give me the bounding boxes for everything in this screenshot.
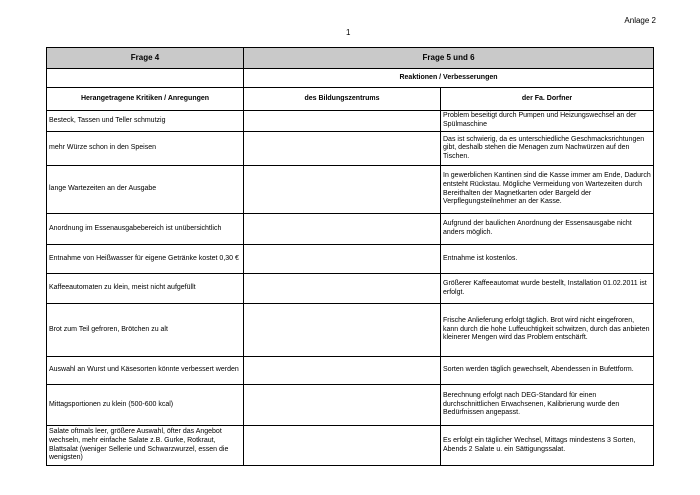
table-row: [47, 274, 654, 304]
dorfner-cell: Entnahme ist kostenlos.: [441, 245, 654, 274]
frage4-header: Frage 4: [47, 48, 244, 69]
dorfner-cell: Frische Anlieferung erfolgt täglich. Brot wird nicht eingefroren, kann durch die hohe Luffeuchtigkeit schwitzen, durch das anbieten kleinerer Mengen wird das Problem entschärft.: [441, 304, 654, 357]
criticism-cell: Kaffeeautomaten zu klein, meist nicht aufgefüllt: [47, 274, 244, 304]
dorfner-cell: In gewerblichen Kantinen sind die Kasse immer am Ende, Dadurch entsteht Rückstau. Mögliche Vermeidung von Wartezeiten durch Bereithalten der Magnetkarten oder Bargeld der Verpflegungsteilnehmer an der Kasse.: [441, 166, 654, 214]
training-center-cell: [244, 304, 441, 357]
table-row: [47, 385, 654, 426]
table-row: [47, 132, 654, 166]
training-center-cell: [244, 385, 441, 426]
feedback-table: [46, 47, 654, 466]
page-number: 1: [346, 28, 351, 37]
training-center-cell: [244, 111, 441, 132]
training-center-cell: [244, 245, 441, 274]
training-center-cell: [244, 214, 441, 245]
criticism-cell: Salate oftmals leer, größere Auswahl, öfter das Angebot wechseln, mehr einfache Salate z.B. Gurke, Rotkraut, Blattsalat (weniger Sellerie und Schwarzwurzel, essen die wenigsten): [47, 426, 244, 466]
column-header-training-center: des Bildungszentrums: [244, 88, 441, 111]
criticism-cell: Anordnung im Essenausgabebereich ist unübersichtlich: [47, 214, 244, 245]
table-row: [47, 245, 654, 274]
dorfner-cell: Problem beseitigt durch Pumpen und Heizungswechsel an der Spülmaschine: [441, 111, 654, 132]
table-row: [47, 214, 654, 245]
criticism-cell: Besteck, Tassen und Teller schmutzig: [47, 111, 244, 132]
dorfner-cell: Größerer Kaffeeautomat wurde bestellt, Installation 01.02.2011 ist erfolgt.: [441, 274, 654, 304]
criticism-cell: Auswahl an Wurst und Käsesorten könnte verbessert werden: [47, 357, 244, 385]
dorfner-cell: Sorten werden täglich gewechselt, Abendessen in Bufettform.: [441, 357, 654, 385]
criticism-cell: Mittagsportionen zu klein (500-600 kcal): [47, 385, 244, 426]
dorfner-cell: Berechnung erfolgt nach DEG-Standard für einen durchschnittlichen Erwachsenen, Kalibrierung wurde den Bedürfnissen angepasst.: [441, 385, 654, 426]
training-center-cell: [244, 166, 441, 214]
criticism-cell: Entnahme von Heißwasser für eigene Getränke kostet 0,30 €: [47, 245, 244, 274]
column-header-criticism: Herangetragene Kritiken / Anregungen: [47, 88, 244, 111]
table-row: [47, 166, 654, 214]
training-center-cell: [244, 357, 441, 385]
criticism-cell: Brot zum Teil gefroren, Brötchen zu alt: [47, 304, 244, 357]
training-center-cell: [244, 274, 441, 304]
table-row: [47, 426, 654, 466]
column-header-dorfner: der Fa. Dorfner: [441, 88, 654, 111]
empty-header-cell: [47, 69, 244, 88]
annex-label: Anlage 2: [624, 16, 656, 25]
table-row: [47, 357, 654, 385]
criticism-cell: mehr Würze schon in den Speisen: [47, 132, 244, 166]
reactions-subheader: Reaktionen / Verbesserungen: [244, 69, 654, 88]
table-row: [47, 304, 654, 357]
criticism-cell: lange Wartezeiten an der Ausgabe: [47, 166, 244, 214]
training-center-cell: [244, 132, 441, 166]
training-center-cell: [244, 426, 441, 466]
dorfner-cell: Es erfolgt ein täglicher Wechsel, Mittags mindestens 3 Sorten, Abends 2 Salate u. ein Sättigungssalat.: [441, 426, 654, 466]
dorfner-cell: Das ist schwierig, da es unterschiedliche Geschmacksrichtungen gibt, deshalb stehen die Menagen zum Nachwürzen auf den Tischen.: [441, 132, 654, 166]
frage56-header: Frage 5 und 6: [244, 48, 654, 69]
table-row: [47, 111, 654, 132]
dorfner-cell: Aufgrund der baulichen Anordnung der Essensausgabe nicht anders möglich.: [441, 214, 654, 245]
